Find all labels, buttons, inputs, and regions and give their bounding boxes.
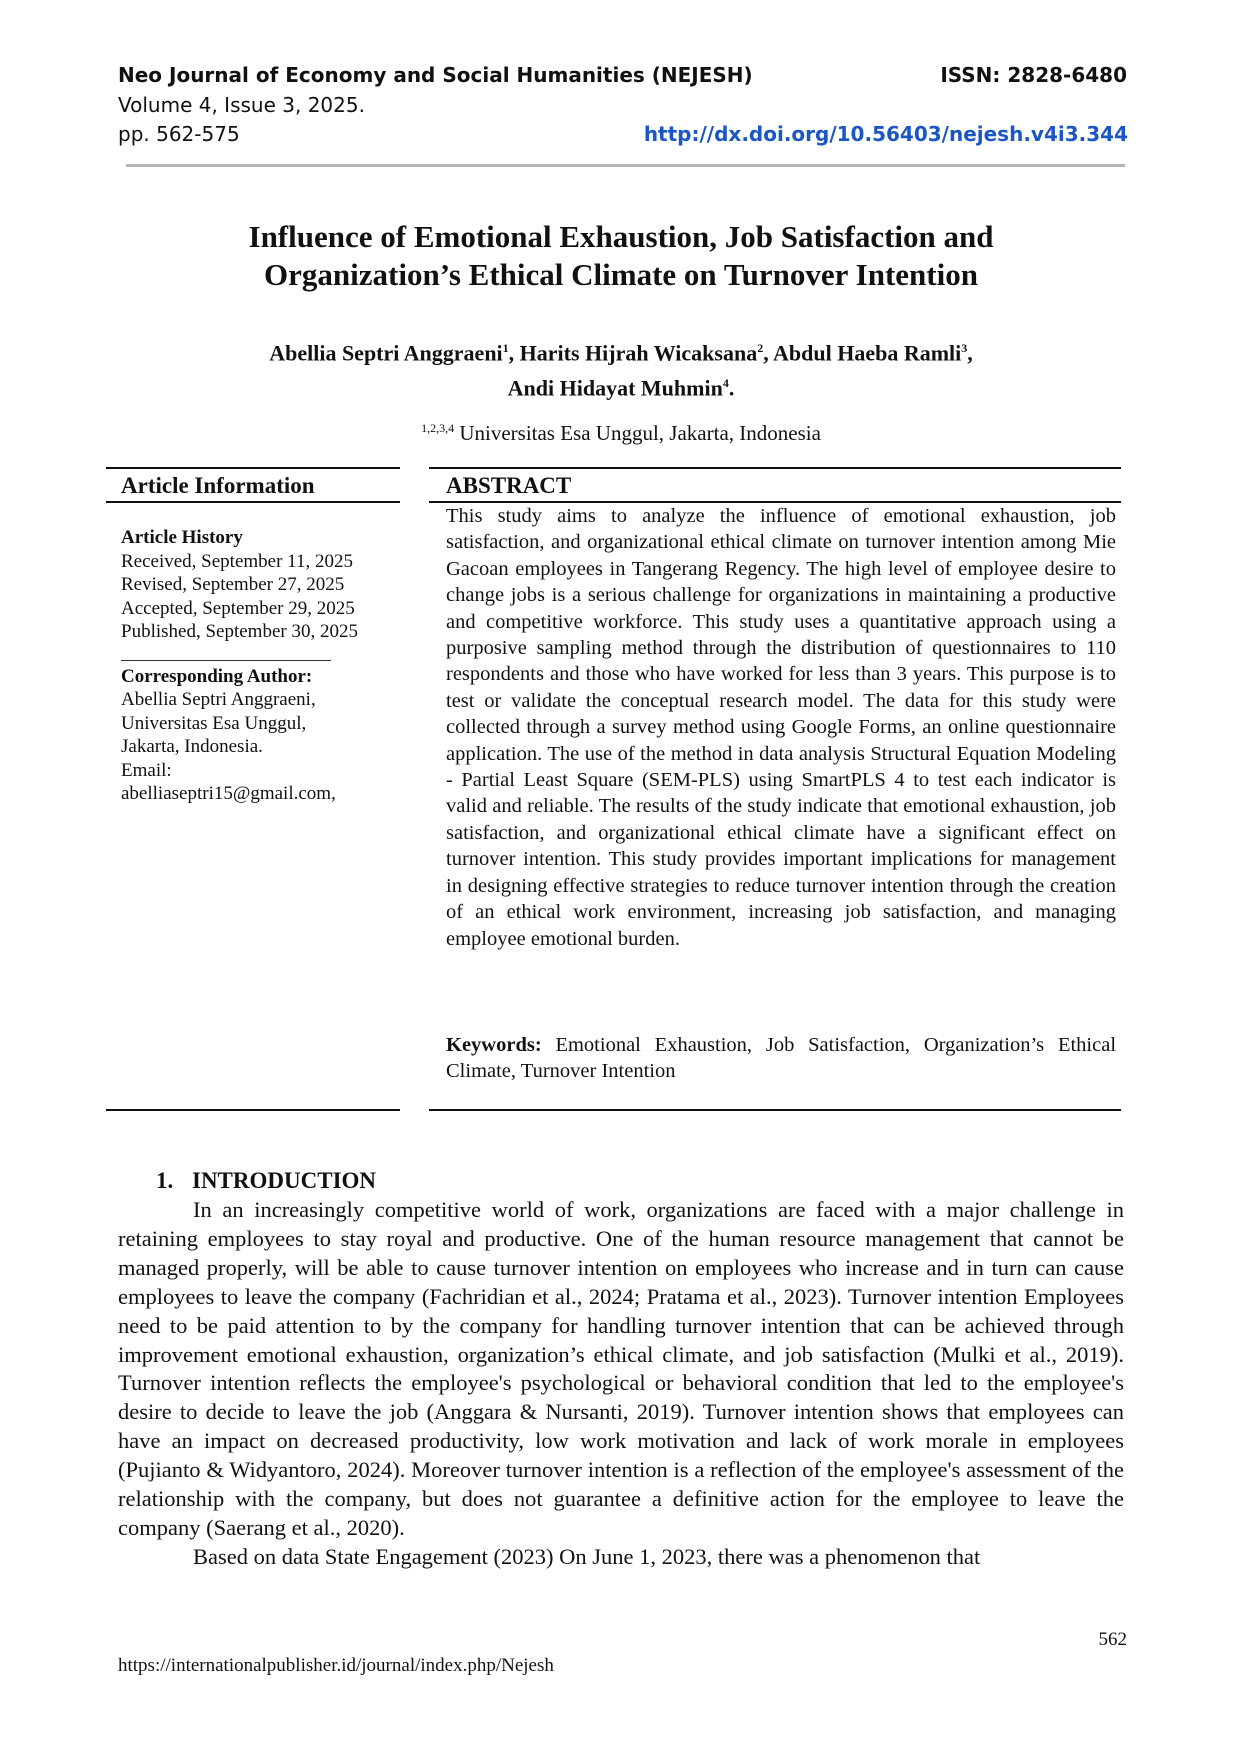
- author-affil-mark: 2: [757, 341, 764, 355]
- article-info: [121, 526, 401, 806]
- volume-issue: Volume 4, Issue 3, 2025.: [118, 93, 365, 117]
- abstract-heading: ABSTRACT: [446, 473, 572, 498]
- email-address[interactable]: abelliaseptri15@gmail.com,: [121, 783, 336, 804]
- published-date: Published, September 30, 2025: [121, 621, 358, 642]
- info-divider: [121, 660, 331, 661]
- corresponding-location: Jakarta, Indonesia.: [121, 736, 263, 757]
- abstract-text: This study aims to analyze the influence of emotional exhaustion, job satisfaction, and organizational ethical climate on turnover intention among Mie Gacoan employees in Tangerang Regency. The high level of employee desire to change jobs is a serious challenge for organizations in maintaining a productive and competitive workforce. This study uses a quantitative approach using a purposive sampling method through the distribution of questionnaires to 110 respondents and those who have worked for less than 3 years. This purpose is to test or validate the conceptual research model. The data for this study were collected through a survey method using Google Forms, an online questionnaire application. The use of the method in data analysis Structural Equation Modeling - Partial Least Square (SEM-PLS) using SmartPLS 4 to test each indicator is valid and reliable. The results of the study indicate that emotional exhaustion, job satisfaction, and organizational ethical climate have a significant effect on turnover intention. This study provides important implications for management in designing effective strategies to reduce turnover intention through the creation of an ethical work environment, increasing job satisfaction, and managing employee emotional burden.: [446, 505, 1116, 950]
- info-top-rule: [106, 467, 400, 469]
- title-line-1: Influence of Emotional Exhaustion, Job Satisfaction and: [248, 219, 994, 254]
- author-line-2: Andi Hidayat Muhmin$^4$.: [507, 375, 735, 401]
- revised-date: Revised, September 27, 2025: [121, 574, 345, 595]
- section-number: 1.: [156, 1168, 174, 1193]
- accepted-date: Accepted, September 29, 2025: [121, 597, 355, 619]
- abstract-top-rule: [429, 467, 1121, 469]
- author-name: Andi Hidayat Muhmin: [507, 375, 723, 401]
- corresponding-institution: Universitas Esa Unggul,: [121, 712, 307, 734]
- affiliation-marks: 1,2,3,4: [421, 421, 455, 435]
- doi-link[interactable]: http://dx.doi.org/10.56403/nejesh.v4i3.344: [643, 122, 1128, 146]
- paper-title: [118, 218, 1124, 294]
- intro-paragraph-2: Based on data State Engagement (2023) On June 1, 2023, there was a phenomenon that: [193, 1543, 981, 1569]
- keywords-list: Emotional Exhaustion, Job Satisfaction, Organization’s Ethical Climate, Turnover Intention: [446, 1034, 1117, 1083]
- journal-name: Neo Journal of Economy and Social Humanities (NEJESH): [118, 63, 753, 87]
- corresponding-name: Abellia Septri Anggraeni,: [121, 689, 316, 710]
- page-range: pp. 562-575: [118, 122, 240, 146]
- intro-paragraph-1: In an increasingly competitive world of work, organizations are faced with a major challenge in retaining employees to stay royal and productive. One of the human resource management that cannot be managed properly, will be able to cause turnover intention on employees who increase and in turn can cause employees to leave the company (Fachridian et al., 2024; Pratama et al., 2023). Turnover intention Employees need to be paid attention to by the company for handling turnover intention that can be achieved through improvement emotional exhaustion, organization’s ethical climate, and job satisfaction (Mulki et al., 2019). Turnover intention reflects the employee's psychological or behavioral condition that led to the employee's desire to decide to leave the job (Anggara & Nursanti, 2019). Turnover intention shows that employees can have an impact on decreased productivity, low work motivation and lack of work morale in employees (Pujianto & Widyantoro, 2024). Moreover turnover intention is a reflection of the employee's assessment of the relationship with the company, but does not guarantee a definitive action for the employee to leave the company (Saerang et al., 2020).: [118, 1197, 1124, 1540]
- header-divider: [126, 164, 1125, 167]
- received-date: Received, September 11, 2025: [121, 550, 353, 572]
- history-heading: Article History: [121, 527, 243, 548]
- page-number: 562: [1098, 1629, 1127, 1650]
- title-line-2: Organization’s Ethical Climate on Turnover Intention: [264, 257, 978, 292]
- info-head-rule: [106, 501, 400, 503]
- introduction-body: [118, 1196, 1124, 1572]
- author-list: [118, 333, 1124, 404]
- article-info-heading: Article Information: [121, 473, 315, 498]
- author-name: Harits Hijrah Wicaksana: [519, 340, 758, 366]
- issn: ISSN: 2828-6480: [940, 63, 1127, 87]
- section-title: INTRODUCTION: [192, 1168, 377, 1193]
- keywords: [446, 1032, 1116, 1085]
- author-line-1: Abellia Septri Anggraeni$^1$, Harits Hijrah Wicaksana$^2$, Abdul Haeba Ramli$^3$,: [269, 340, 973, 366]
- footer-url[interactable]: https://internationalpublisher.id/journal/index.php/Nejesh: [118, 1655, 554, 1676]
- keywords-label: Keywords:: [446, 1034, 542, 1056]
- email-label: Email:: [121, 759, 172, 781]
- author-affil-mark: 4: [722, 376, 729, 391]
- corresponding-heading: Corresponding Author:: [121, 665, 313, 687]
- info-bottom-rule: [106, 1109, 400, 1111]
- affiliation-text: Universitas Esa Unggul, Jakarta, Indonesia: [459, 421, 821, 445]
- author-affil-mark: 3: [961, 341, 968, 355]
- author-name: Abellia Septri Anggraeni: [269, 340, 503, 366]
- affiliation: [118, 421, 1124, 446]
- section-heading-introduction: [156, 1168, 376, 1194]
- author-name: Abdul Haeba Ramli: [773, 340, 962, 366]
- author-affil-mark: 1: [502, 341, 509, 355]
- abstract-bottom-rule: [429, 1109, 1121, 1111]
